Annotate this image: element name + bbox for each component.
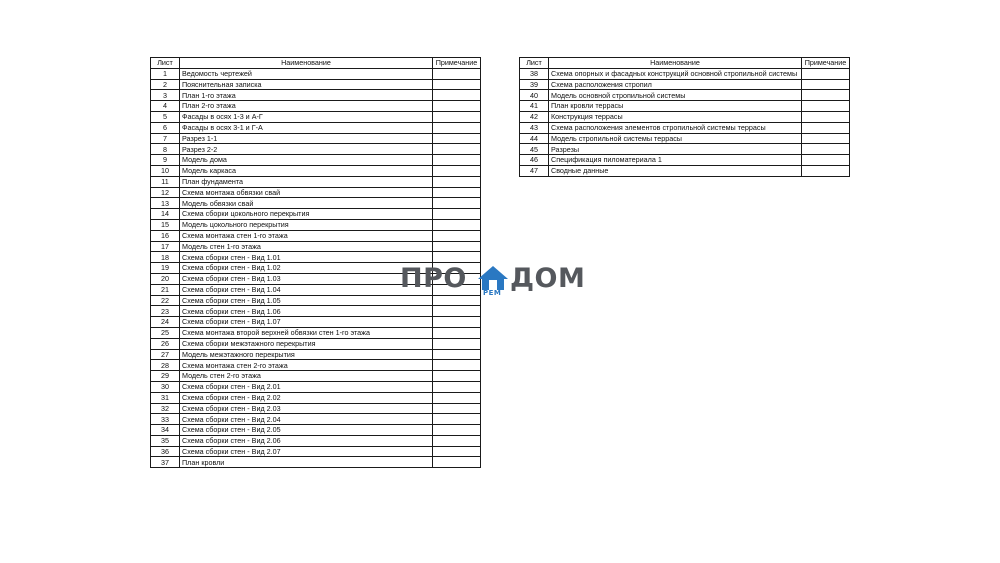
sheet-name-cell: Схема сборки межэтажного перекрытия — [180, 338, 433, 349]
sheet-note-cell — [433, 165, 481, 176]
sheet-note-cell — [433, 133, 481, 144]
logo-text-right: ДОМ — [510, 263, 586, 294]
table-row — [520, 90, 850, 101]
sheet-name-cell: Схема сборки стен - Вид 2.06 — [180, 435, 433, 446]
sheet-number-cell: 40 — [520, 90, 549, 101]
sheet-number-cell: 42 — [520, 111, 549, 122]
sheet-note-cell — [802, 133, 850, 144]
sheet-name-cell: Схема сборки стен - Вид 1.03 — [180, 273, 433, 284]
sheet-number-cell: 32 — [151, 403, 180, 414]
table-row — [520, 101, 850, 112]
sheet-number-cell: 2 — [151, 79, 180, 90]
sheet-number-cell: 27 — [151, 349, 180, 360]
sheet-number-cell: 19 — [151, 263, 180, 274]
table-row — [520, 111, 850, 122]
sheet-number-cell: 38 — [520, 68, 549, 79]
sheet-name-cell: Модель стен 2-го этажа — [180, 371, 433, 382]
sheet-name-cell: Разрезы — [549, 144, 802, 155]
sheet-note-cell — [433, 349, 481, 360]
table-row — [520, 144, 850, 155]
table-row — [151, 101, 481, 112]
sheet-note-cell — [433, 338, 481, 349]
sheet-number-cell: 45 — [520, 144, 549, 155]
sheet-note-cell — [433, 435, 481, 446]
sheet-note-cell — [433, 219, 481, 230]
sheet-name-cell: План фундамента — [180, 176, 433, 187]
table-row — [520, 165, 850, 176]
sheet-note-cell — [802, 90, 850, 101]
table-row — [151, 122, 481, 133]
prodom-logo — [400, 263, 600, 299]
sheet-number-cell: 33 — [151, 414, 180, 425]
table-row — [520, 133, 850, 144]
sheet-name-cell: Схема монтажа обвязки свай — [180, 187, 433, 198]
sheet-number-cell: 44 — [520, 133, 549, 144]
table-row — [151, 241, 481, 252]
header-note: Примечание — [433, 58, 481, 69]
sheet-note-cell — [433, 198, 481, 209]
sheet-number-cell: 25 — [151, 327, 180, 338]
sheet-number-cell: 39 — [520, 79, 549, 90]
sheet-name-cell: Схема расположения элементов стропильной системы террасы — [549, 122, 802, 133]
sheet-number-cell: 7 — [151, 133, 180, 144]
sheet-note-cell — [433, 68, 481, 79]
sheet-note-cell — [433, 306, 481, 317]
sheet-note-cell — [433, 101, 481, 112]
sheet-name-cell: Модель каркаса — [180, 165, 433, 176]
sheet-note-cell — [433, 446, 481, 457]
sheet-number-cell: 47 — [520, 165, 549, 176]
table-row — [151, 165, 481, 176]
sheet-note-cell — [433, 252, 481, 263]
table-row — [151, 403, 481, 414]
table-row — [520, 155, 850, 166]
sheet-number-cell: 18 — [151, 252, 180, 263]
sheet-number-cell: 23 — [151, 306, 180, 317]
sheet-name-cell: Схема сборки стен - Вид 2.05 — [180, 425, 433, 436]
sheet-name-cell: Схема сборки стен - Вид 1.07 — [180, 317, 433, 328]
table-row — [151, 457, 481, 468]
sheet-name-cell: Схема сборки стен - Вид 1.06 — [180, 306, 433, 317]
sheet-name-cell: Схема опорных и фасадных конструкций основной стропильной системы — [549, 68, 802, 79]
table-row — [151, 317, 481, 328]
sheet-note-cell — [802, 111, 850, 122]
sheet-note-cell — [802, 165, 850, 176]
table-row — [151, 176, 481, 187]
sheet-number-cell: 10 — [151, 165, 180, 176]
sheet-name-cell: План 2-го этажа — [180, 101, 433, 112]
sheet-number-cell: 31 — [151, 392, 180, 403]
sheet-number-cell: 35 — [151, 435, 180, 446]
header-name: Наименование — [180, 58, 433, 69]
sheet-note-cell — [802, 155, 850, 166]
sheet-number-cell: 41 — [520, 101, 549, 112]
table-row — [151, 155, 481, 166]
header-name: Наименование — [549, 58, 802, 69]
table-row — [151, 111, 481, 122]
sheet-note-cell — [433, 144, 481, 155]
sheet-name-cell: Схема монтажа стен 2-го этажа — [180, 360, 433, 371]
header-note: Примечание — [802, 58, 850, 69]
sheet-number-cell: 28 — [151, 360, 180, 371]
sheet-number-cell: 5 — [151, 111, 180, 122]
sheet-note-cell — [433, 371, 481, 382]
sheet-name-cell: План 1-го этажа — [180, 90, 433, 101]
sheet-number-cell: 13 — [151, 198, 180, 209]
sheet-note-cell — [433, 187, 481, 198]
sheet-note-cell — [433, 425, 481, 436]
table-row — [151, 133, 481, 144]
sheet-number-cell: 1 — [151, 68, 180, 79]
sheet-name-cell: Разрез 2-2 — [180, 144, 433, 155]
sheet-name-cell: Схема сборки цокольного перекрытия — [180, 209, 433, 220]
drawings-list-table-right — [519, 57, 850, 177]
sheet-note-cell — [433, 317, 481, 328]
sheet-number-cell: 26 — [151, 338, 180, 349]
sheet-number-cell: 24 — [151, 317, 180, 328]
table-row — [151, 144, 481, 155]
sheet-name-cell: Модель дома — [180, 155, 433, 166]
table-row — [151, 414, 481, 425]
sheet-number-cell: 30 — [151, 381, 180, 392]
sheet-name-cell: Схема сборки стен - Вид 1.02 — [180, 263, 433, 274]
sheet-note-cell — [433, 360, 481, 371]
sheet-name-cell: Пояснительная записка — [180, 79, 433, 90]
sheet-number-cell: 3 — [151, 90, 180, 101]
table-row — [151, 349, 481, 360]
sheet-name-cell: Схема сборки стен - Вид 1.01 — [180, 252, 433, 263]
sheet-name-cell: Модель основной стропильной системы — [549, 90, 802, 101]
sheet-name-cell: Модель стен 1-го этажа — [180, 241, 433, 252]
sheet-note-cell — [433, 381, 481, 392]
sheet-note-cell — [802, 79, 850, 90]
sheet-note-cell — [802, 101, 850, 112]
sheet-number-cell: 34 — [151, 425, 180, 436]
sheet-note-cell — [433, 79, 481, 90]
sheet-number-cell: 15 — [151, 219, 180, 230]
sheet-name-cell: Схема сборки стен - Вид 1.04 — [180, 284, 433, 295]
table-row — [520, 79, 850, 90]
sheet-number-cell: 14 — [151, 209, 180, 220]
sheet-number-cell: 9 — [151, 155, 180, 166]
sheet-name-cell: План кровли — [180, 457, 433, 468]
table-row — [151, 392, 481, 403]
sheet-number-cell: 11 — [151, 176, 180, 187]
sheet-number-cell: 22 — [151, 295, 180, 306]
table-row — [151, 90, 481, 101]
sheet-note-cell — [433, 457, 481, 468]
table-row — [151, 79, 481, 90]
sheet-name-cell: Схема сборки стен - Вид 2.07 — [180, 446, 433, 457]
table-row — [151, 435, 481, 446]
sheet-name-cell: Модель цокольного перекрытия — [180, 219, 433, 230]
sheet-number-cell: 37 — [151, 457, 180, 468]
sheet-note-cell — [802, 144, 850, 155]
sheet-number-cell: 21 — [151, 284, 180, 295]
sheet-name-cell: Схема сборки стен - Вид 1.05 — [180, 295, 433, 306]
table-row — [151, 306, 481, 317]
sheet-number-cell: 8 — [151, 144, 180, 155]
table-row — [151, 381, 481, 392]
sheet-number-cell: 4 — [151, 101, 180, 112]
sheet-name-cell: Разрез 1-1 — [180, 133, 433, 144]
sheet-note-cell — [433, 90, 481, 101]
sheet-name-cell: Схема сборки стен - Вид 2.01 — [180, 381, 433, 392]
sheet-name-cell: Схема расположения стропил — [549, 79, 802, 90]
table-row — [151, 252, 481, 263]
table-row — [151, 360, 481, 371]
sheet-number-cell: 46 — [520, 155, 549, 166]
sheet-note-cell — [802, 122, 850, 133]
sheet-number-cell: 43 — [520, 122, 549, 133]
sheet-name-cell: Конструкция террасы — [549, 111, 802, 122]
table-row — [151, 338, 481, 349]
sheet-name-cell: Сводные данные — [549, 165, 802, 176]
sheet-name-cell: Схема монтажа стен 1-го этажа — [180, 230, 433, 241]
table-header-row — [151, 58, 481, 69]
table-row — [151, 327, 481, 338]
sheet-number-cell: 29 — [151, 371, 180, 382]
table-row — [151, 446, 481, 457]
table-row — [151, 198, 481, 209]
sheet-note-cell — [433, 327, 481, 338]
sheet-note-cell — [433, 111, 481, 122]
table-row — [151, 68, 481, 79]
table-row — [151, 219, 481, 230]
sheet-name-cell: Схема сборки стен - Вид 2.02 — [180, 392, 433, 403]
sheet-name-cell: Фасады в осях 1-3 и А-Г — [180, 111, 433, 122]
sheet-note-cell — [433, 122, 481, 133]
table-row — [151, 187, 481, 198]
table-row — [151, 209, 481, 220]
sheet-number-cell: 20 — [151, 273, 180, 284]
sheet-note-cell — [802, 68, 850, 79]
sheet-note-cell — [433, 209, 481, 220]
sheet-name-cell: Модель обвязки свай — [180, 198, 433, 209]
sheet-number-cell: 6 — [151, 122, 180, 133]
table-row — [151, 371, 481, 382]
sheet-note-cell — [433, 414, 481, 425]
table-row — [520, 68, 850, 79]
sheet-note-cell — [433, 176, 481, 187]
sheet-name-cell: План кровли террасы — [549, 101, 802, 112]
sheet-number-cell: 12 — [151, 187, 180, 198]
table-row — [520, 122, 850, 133]
logo-text-left: ПРО — [400, 263, 467, 294]
table-header-row — [520, 58, 850, 69]
sheet-name-cell: Фасады в осях 3-1 и Г-А — [180, 122, 433, 133]
sheet-number-cell: 17 — [151, 241, 180, 252]
sheet-name-cell: Схема сборки стен - Вид 2.04 — [180, 414, 433, 425]
table-row — [151, 230, 481, 241]
sheet-note-cell — [433, 403, 481, 414]
sheet-note-cell — [433, 241, 481, 252]
table-row — [151, 425, 481, 436]
sheet-number-cell: 36 — [151, 446, 180, 457]
sheet-note-cell — [433, 230, 481, 241]
header-sheet: Лист — [520, 58, 549, 69]
logo-sub-text: РЕМ — [483, 289, 502, 297]
sheet-note-cell — [433, 392, 481, 403]
sheet-number-cell: 16 — [151, 230, 180, 241]
sheet-name-cell: Схема сборки стен - Вид 2.03 — [180, 403, 433, 414]
header-sheet: Лист — [151, 58, 180, 69]
sheet-name-cell: Модель стропильной системы террасы — [549, 133, 802, 144]
sheet-name-cell: Спецификация пиломатериала 1 — [549, 155, 802, 166]
sheet-name-cell: Модель межэтажного перекрытия — [180, 349, 433, 360]
sheet-note-cell — [433, 155, 481, 166]
sheet-name-cell: Схема монтажа второй верхней обвязки стен 1-го этажа — [180, 327, 433, 338]
sheet-name-cell: Ведомость чертежей — [180, 68, 433, 79]
